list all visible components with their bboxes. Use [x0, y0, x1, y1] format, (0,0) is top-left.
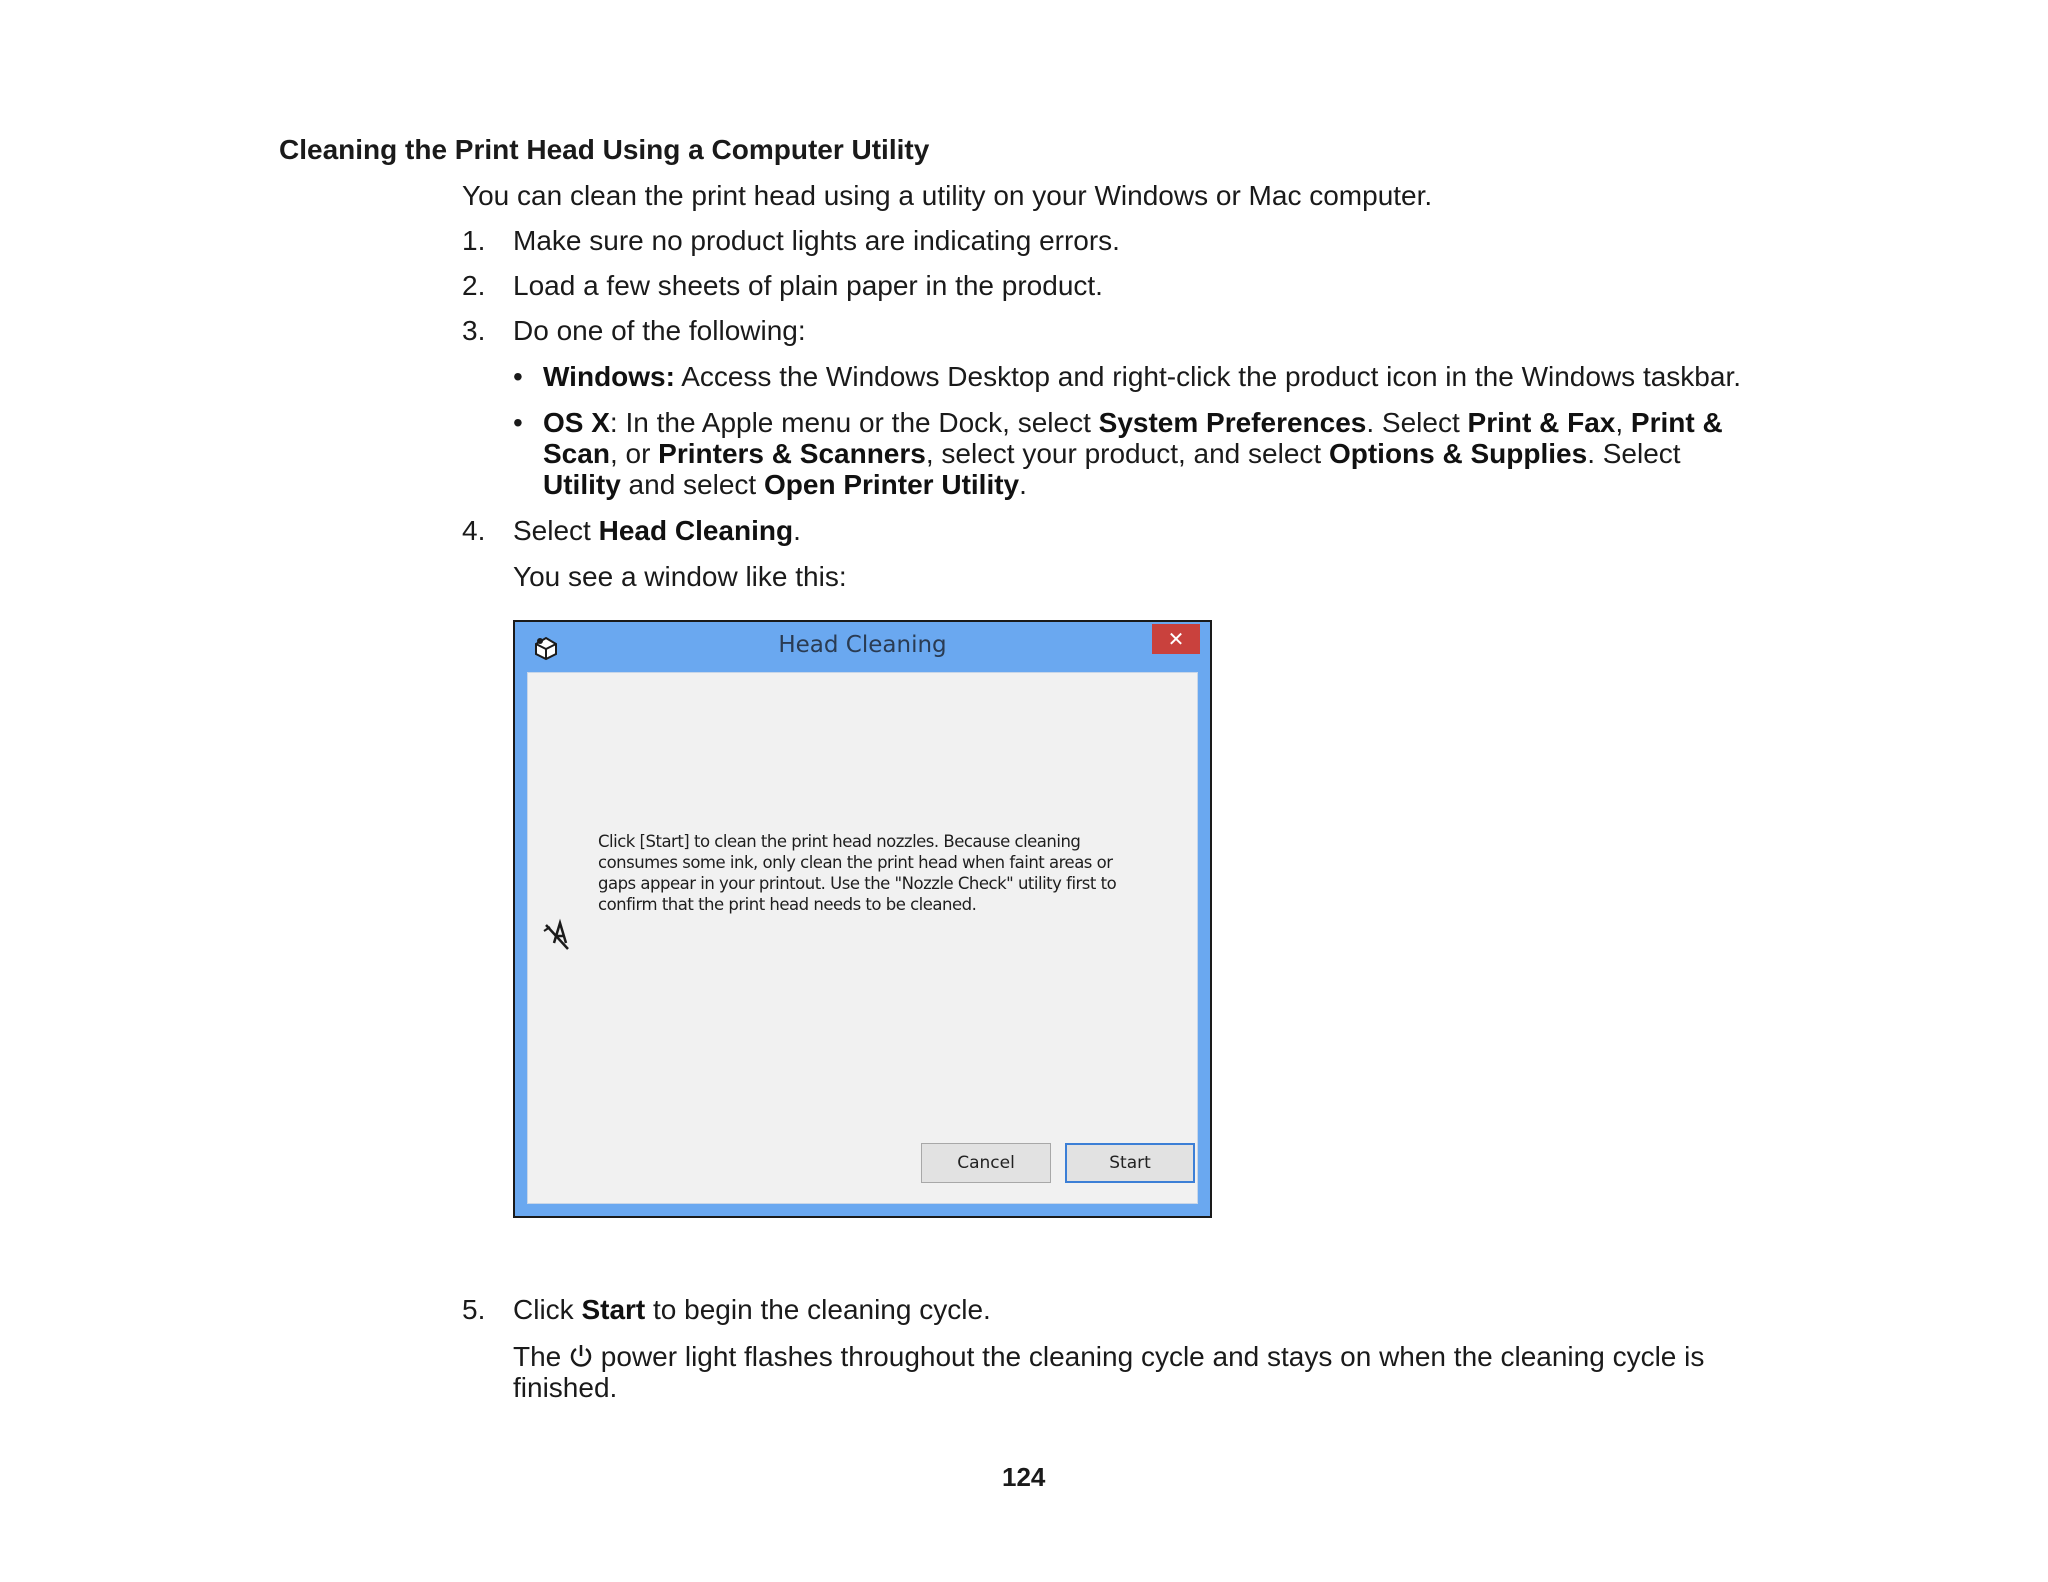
- cleaning-icon: [542, 917, 576, 953]
- osx-text: , or: [609, 438, 659, 469]
- bullet-osx-line-1: [543, 407, 1723, 438]
- start-button[interactable]: Start: [1065, 1143, 1195, 1183]
- windows-label: Windows:: [543, 361, 675, 392]
- step-1-text: Make sure no product lights are indicating errors.: [513, 225, 1120, 256]
- step-3-number: 3.: [462, 315, 486, 346]
- step-4-text: [513, 515, 801, 546]
- osx-text: . Select: [1587, 438, 1681, 469]
- bullet-marker: •: [513, 361, 523, 392]
- osx-bold: System Preferences: [1098, 407, 1367, 438]
- osx-bold: Scan: [543, 438, 610, 469]
- dialog-message: Click [Start] to clean the print head nozzles. Because cleaning consumes some ink, only clean the print head when faint areas or gaps appear in your printout. Use the "Nozzle Check" utility first to confirm that the print head needs to be cleaned.: [598, 832, 1117, 914]
- intro-text: You can clean the print head using a utility on your Windows or Mac computer.: [462, 180, 1433, 211]
- head-cleaning-dialog-screenshot: [513, 620, 1212, 1218]
- bullet-windows: [543, 361, 1741, 392]
- bullet-osx-line-3: [543, 469, 1027, 500]
- close-icon: ✕: [1167, 627, 1185, 651]
- step-5-post: to begin the cleaning cycle.: [645, 1294, 991, 1325]
- osx-bold: Open Printer Utility: [763, 469, 1020, 500]
- osx-text: , select your product, and select: [925, 438, 1329, 469]
- power-note-line-1: [513, 1341, 1704, 1372]
- osx-text: .: [1019, 469, 1027, 500]
- osx-bold: Print & Fax: [1467, 407, 1616, 438]
- power-note-text: power light flashes throughout the cleaning cycle and stays on when the cleaning cycle is: [593, 1341, 1705, 1372]
- osx-text: . Select: [1366, 407, 1468, 438]
- dialog-title: Head Cleaning: [778, 632, 947, 658]
- power-note-line-2: finished.: [513, 1372, 618, 1403]
- windows-text: Access the Windows Desktop and right-click the product icon in the Windows taskbar.: [674, 361, 1742, 392]
- dialog-content: [527, 672, 1198, 1204]
- step-5-pre: Click: [513, 1294, 582, 1325]
- osx-text: ,: [1615, 407, 1631, 438]
- step-1-number: 1.: [462, 225, 486, 256]
- step-3-text: Do one of the following:: [513, 315, 806, 346]
- power-icon: [569, 1343, 593, 1369]
- osx-text: and select: [620, 469, 764, 500]
- step-4-bold: Head Cleaning: [598, 515, 794, 546]
- osx-bold: Utility: [543, 469, 621, 500]
- osx-bold: Printers & Scanners: [658, 438, 926, 469]
- step-2-number: 2.: [462, 270, 486, 301]
- step-4-post: .: [793, 515, 801, 546]
- step-5-text: [513, 1294, 991, 1325]
- close-button[interactable]: [1152, 624, 1200, 654]
- step-4-number: 4.: [462, 515, 486, 546]
- osx-label: OS X: [543, 407, 610, 438]
- step-5-bold: Start: [581, 1294, 646, 1325]
- bullet-osx-line-2: [543, 438, 1681, 469]
- step-5-number: 5.: [462, 1294, 486, 1325]
- osx-bold: Print &: [1630, 407, 1723, 438]
- bullet-marker: •: [513, 407, 523, 438]
- step-4-pre: Select: [513, 515, 599, 546]
- osx-bold: Options & Supplies: [1328, 438, 1588, 469]
- dialog-titlebar: [515, 622, 1210, 672]
- section-heading: Cleaning the Print Head Using a Computer Utility: [279, 134, 930, 165]
- window-note: You see a window like this:: [513, 561, 847, 592]
- osx-text: : In the Apple menu or the Dock, select: [609, 407, 1099, 438]
- page-number: 124: [1002, 1462, 1046, 1492]
- step-2-text: Load a few sheets of plain paper in the product.: [513, 270, 1103, 301]
- cancel-button[interactable]: Cancel: [921, 1143, 1051, 1183]
- power-note-pre: The: [513, 1341, 570, 1372]
